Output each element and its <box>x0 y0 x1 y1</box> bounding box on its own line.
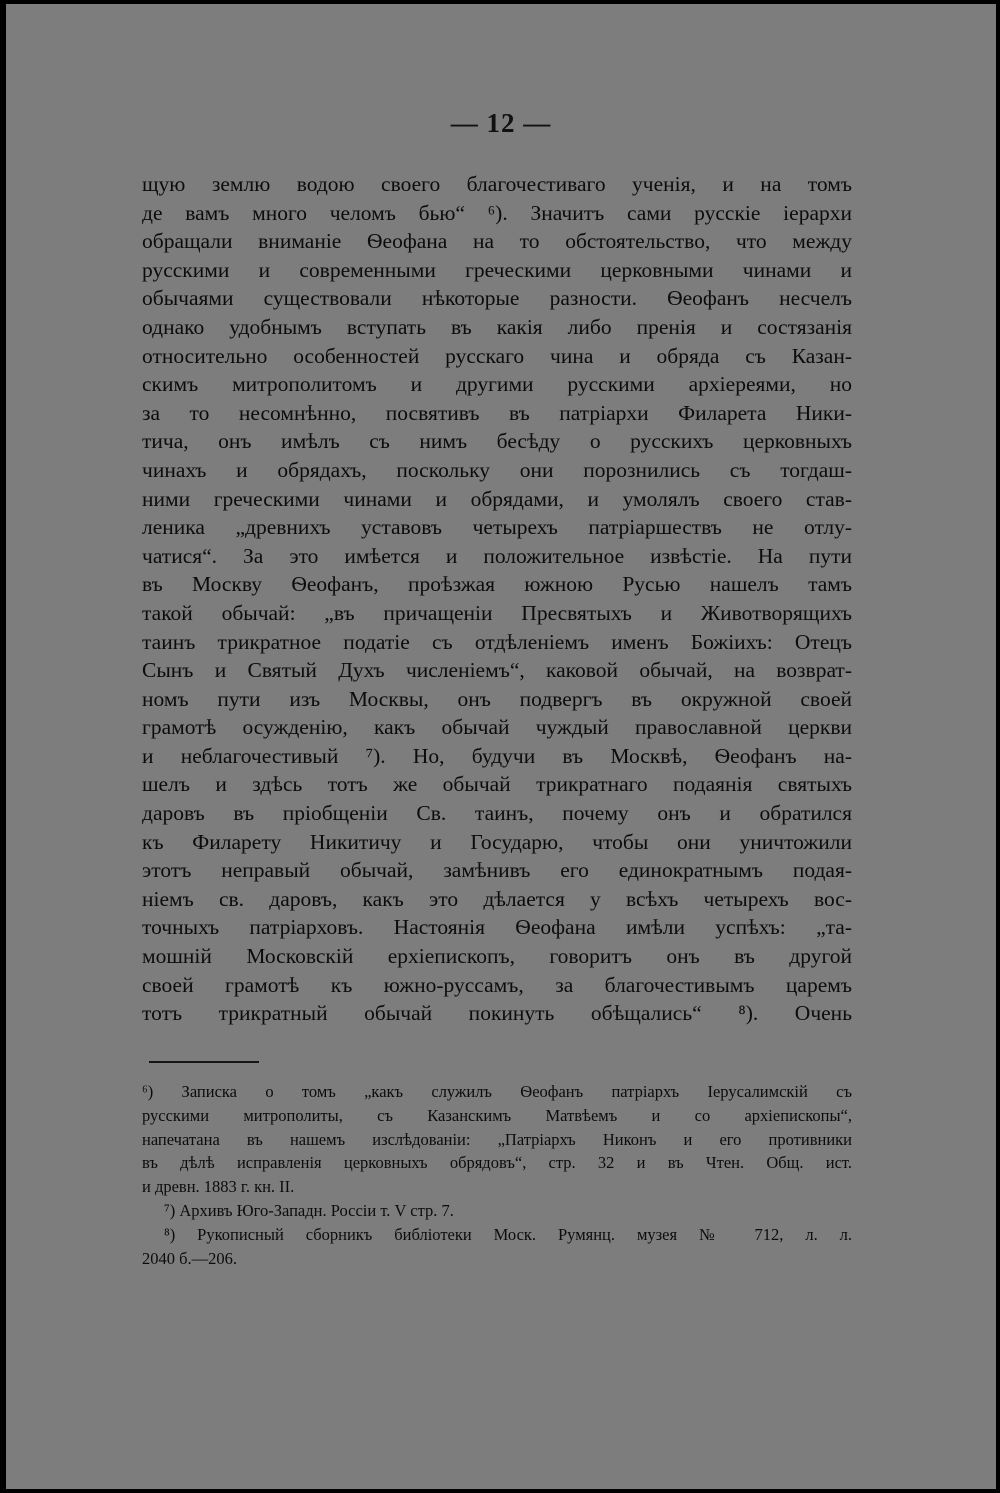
text-line: своей грамотѣ къ южно-руссамъ, за благочестивымъ царемъ <box>142 972 852 997</box>
text-line: къ Филарету Никитичу и Государю, чтобы они уничтожили <box>142 829 852 854</box>
footnote-separator <box>149 1061 259 1063</box>
text-line: номъ пути изъ Москвы, онъ подвергъ въ окружной своей <box>142 686 852 711</box>
text-line: грамотѣ осужденію, какъ обычай чуждый православной церкви <box>142 715 852 740</box>
text-line: относительно особенностей русскаго чина и обряда съ Казан- <box>142 343 852 368</box>
footnote-6-line: въ дѣлѣ исправленія церковныхъ обрядовъ“, стр. 32 и въ Чтен. Общ. ист. <box>142 1153 852 1173</box>
text-line: чатися“. За это имѣется и положительное извѣстіе. На пути <box>142 543 852 568</box>
text-line: въ Москву Ѳеофанъ, проѣзжая южною Русью нашелъ тамъ <box>142 572 852 597</box>
text-line: щую землю водою своего благочестиваго ученія, и на томъ <box>142 172 852 196</box>
page-number: — 12 — <box>450 108 552 138</box>
text-line: и неблагочестивый ⁷). Но, будучи въ Москвѣ, Ѳеофанъ на- <box>142 743 852 768</box>
text-line: однако удобнымъ вступать въ какія либо пренія и состязанія <box>142 314 852 339</box>
text-line: Сынъ и Святый Духъ численіемъ“, каковой обычай, на возврат- <box>142 658 852 683</box>
text-line: де вамъ много челомъ бью“ ⁶). Значитъ сами русскіе іерархи <box>142 200 852 225</box>
text-line: скимъ митрополитомъ и другими русскими архіереями, но <box>142 372 852 397</box>
text-line: ними греческими чинами и обрядами, и умолялъ своего став- <box>142 486 852 511</box>
book-page <box>6 4 996 1489</box>
footnote-6-line: и древн. 1883 г. кн. II. <box>142 1177 295 1197</box>
text-line: русскими и современными греческими церковными чинами и <box>142 257 852 282</box>
text-line: даровъ въ пріобщеніи Св. таинъ, почему онъ и обратился <box>142 801 852 826</box>
text-line: обычаями существовали нѣкоторые разности. Ѳеофанъ несчелъ <box>142 286 852 311</box>
footnotes <box>142 1080 852 1270</box>
footnote-7-line: ⁷) Архивъ Юго-Западн. Россіи т. V стр. 7. <box>164 1200 454 1220</box>
footnote-6-line: напечатана въ нашемъ изслѣдованіи: „Патріархъ Никонъ и его противники <box>142 1129 852 1149</box>
footnote-8-line: 2040 б.—206. <box>142 1248 238 1268</box>
footnote-6-line: ⁶) Записка о томъ „какъ служилъ Ѳеофанъ патріархъ Іерусалимскій съ <box>142 1082 852 1101</box>
footnote-8-line: ⁸) Рукописный сборникъ библіотеки Моск. Румянц. музея № 712, л. л. <box>164 1224 852 1244</box>
text-line: тотъ трикратный обычай покинуть обѣщались“ ⁸). Очень <box>142 1001 852 1026</box>
text-line: обращали вниманіе Ѳеофана на то обстоятельство, что между <box>142 229 852 254</box>
main-text <box>142 170 852 1028</box>
text-line: такой обычай: „въ причащеніи Пресвятыхъ и Животворящихъ <box>142 600 852 625</box>
text-line: чинахъ и обрядахъ, поскольку они порознились съ тогдаш- <box>142 457 852 482</box>
text-line: мошній Московскій ерхіепископъ, говоритъ онъ въ другой <box>142 944 852 969</box>
text-line: тича, онъ имѣлъ съ нимъ бесѣду о русскихъ церковныхъ <box>142 429 852 454</box>
text-line: этотъ неправый обычай, замѣнивъ его единократнымъ подая- <box>142 858 852 883</box>
text-line: шелъ и здѣсь тотъ же обычай трикратнаго подаянія святыхъ <box>142 772 852 797</box>
text-line: точныхъ патріарховъ. Настоянія Ѳеофана имѣли успѣхъ: „та- <box>142 915 852 940</box>
text-line: леника „древнихъ уставовъ четырехъ патріаршествъ не отлу- <box>142 515 852 540</box>
text-line: за то несомнѣнно, посвятивъ въ патріархи Филарета Ники- <box>142 400 852 425</box>
text-line: ніемъ св. даровъ, какъ это дѣлается у всѣхъ четырехъ вос- <box>142 886 852 911</box>
footnote-6-line: русскими митрополиты, съ Казанскимъ Матвѣемъ и со архіепископы“, <box>142 1105 852 1125</box>
text-line: таинъ трикратное податіе съ отдѣленіемъ именъ Божіихъ: Отецъ <box>142 629 852 654</box>
